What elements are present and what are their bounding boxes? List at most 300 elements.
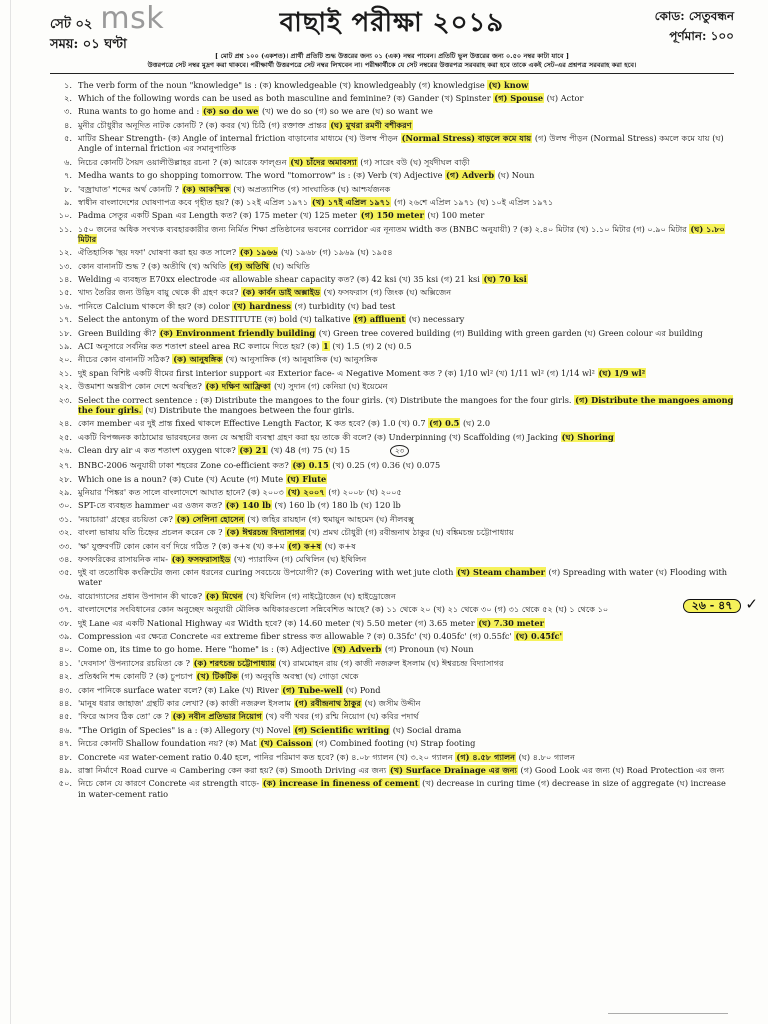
question-number: ৪৪.	[58, 698, 72, 708]
question-options-rest: (খ) আনুসাঙ্গিক (গ) আনুষাঙ্গিক (ঘ) আনুসঙ্গিক	[223, 354, 378, 365]
question-stem: দুই Lane এর একটি National Highway এর Width হবে? (ক) 14.60 meter (খ) 5.50 meter (গ) 3.65 meter	[78, 617, 478, 628]
question-text	[78, 514, 734, 524]
question-number: ৫০.	[58, 778, 72, 789]
question-number: ১৪.	[58, 274, 72, 285]
highlighted-answer: (গ) অতিথি	[229, 260, 269, 271]
highlighted-answer: (ক) আনুষঙ্গিক	[173, 354, 223, 365]
question-text	[78, 671, 734, 681]
question-stem: মুনিয়ার 'পিঙ্কর' কত সালে বাংলাদেশে আঘাত হানে? (ক) ২০০৩	[78, 486, 287, 497]
highlighted-answer: (Normal Stress) বাড়লে কমে যায়	[401, 133, 532, 144]
question-number: ২৪.	[58, 418, 72, 429]
highlighted-answer: (খ) ২০০৭	[287, 486, 325, 497]
question-stem: বাংলা ভাষায় যতি চিহ্নের প্রচলন করেন কে ?	[78, 527, 226, 538]
question-stem: 'বজ্রাঘাত' শব্দের অর্থ কোনটি ?	[78, 183, 182, 194]
question-number: ২২.	[58, 381, 72, 392]
question-options-rest: (খ) অপ্রত্যাশিত (গ) সাংঘাতিক (ঘ) আশ্চর্যজনক	[230, 183, 391, 194]
question-item	[50, 552, 734, 565]
instruction-line-1: [ মোট প্রশ্ন ১০০ (একশত)। প্রার্থী প্রতিটি শুদ্ধ উত্তরের জন্য ০১ (এক) নম্বর পাবেন। প্রতিটি ভুল উত্তরের জন্য ০.৫০ নম্বর কাটা যাবে ]	[215, 52, 569, 60]
question-stem: Concrete এর water-cement ratio 0.40 হলে, পানির পরিমাণ কত হবে? (ক) ৪.০৮ গ্যালন (খ) ৩.২০ গ্যালন	[78, 751, 456, 762]
question-stem: 'মানুষ ধরার জাহাজ' গ্রন্থটি কার লেখা? (ক) কাজী নজরুল ইসলাম	[78, 698, 294, 708]
question-stem: Clean dry air এ কত শতাংশ oxygen থাকে?	[78, 444, 239, 455]
header-right	[527, 6, 734, 46]
question-item	[50, 222, 734, 246]
question-item	[50, 380, 734, 393]
question-stem: কোন বানানটি শুদ্ধ ? (ক) অতীথি (খ) অথিতি	[78, 260, 229, 271]
question-number: ৪১.	[58, 657, 72, 668]
question-item	[50, 472, 734, 485]
question-number: ৮.	[64, 183, 72, 194]
question-options-rest: (ঘ) ক+ষ	[322, 540, 356, 551]
question-text	[78, 184, 734, 194]
question-number: ৩১.	[58, 513, 72, 524]
highlighted-answer: (ঘ) Shoring	[561, 431, 614, 442]
question-stem: ACI অনুসারে সর্বনিম্ন কত শতাংশ steel area RC কলামে দিতে হয়? (ক)	[78, 341, 323, 352]
question-number: ২১.	[58, 367, 72, 378]
highlighted-answer: (খ) Steam chamber	[457, 567, 545, 578]
highlighted-answer: (গ) affluent	[353, 314, 406, 325]
question-stem: 'নয়াচারা' গ্রন্থের রচয়িতা কে?	[78, 513, 176, 524]
question-stem: Padma সেতুর একটি Span এর Length কত? (ক) 175 meter (খ) 125 meter	[78, 210, 360, 221]
question-item	[50, 299, 734, 312]
question-text	[78, 711, 734, 721]
question-stem: দুই বা ততোধিক কংক্রিটের জন্য কোন ধরনের curing সবচেয়ে উপযোগী? (ক) Covering with wet jute cloth	[78, 567, 457, 578]
highlighted-answer: (ক) increase in fineness of cement	[262, 778, 419, 789]
highlighted-answer: (ঘ) know	[488, 79, 529, 90]
question-stem: SPT-তে ব্যবহৃত hammer এর ওজন কত?	[78, 500, 225, 511]
highlighted-answer: (ঘ) 70 ksi	[483, 274, 527, 285]
question-number: ৩০.	[58, 500, 72, 511]
question-item	[50, 132, 734, 156]
highlighted-answer: (গ) রবীন্দ্রনাথ ঠাকুর	[294, 698, 362, 708]
question-options-rest: (গ) Spreading with water (ঘ) Flooding with water	[78, 567, 728, 588]
question-item	[50, 272, 734, 285]
question-text	[78, 224, 734, 244]
question-stem: ফসফরিকের রাসায়নিক নাম-	[78, 553, 171, 564]
highlighted-answer: (ক) 21	[239, 444, 268, 455]
highlighted-answer: (ক) মিথেন	[205, 590, 243, 601]
question-text	[78, 487, 734, 497]
question-item	[50, 393, 734, 417]
time-label: সময়: ০১ ঘণ্টা	[50, 37, 127, 52]
question-stem: 'ফিরে আসব ঠিক তো' কে ?	[78, 711, 172, 722]
question-item	[50, 526, 734, 539]
question-number: ৩৫.	[58, 567, 72, 578]
question-text	[78, 106, 734, 116]
question-number: ৪৯.	[58, 764, 72, 775]
question-number: ৩৪.	[58, 553, 72, 564]
question-item	[50, 91, 734, 104]
question-number: ২৫.	[58, 431, 72, 442]
question-stem: Medha wants to go shopping tomorrow. The word "tomorrow" is : (ক) Verb (খ) Adjective	[78, 170, 446, 181]
question-options-rest: (ঘ) ৪.৮০ গ্যালন	[516, 751, 575, 762]
question-text	[78, 328, 734, 338]
question-item	[50, 169, 734, 182]
question-text	[78, 395, 734, 415]
question-item	[50, 737, 734, 750]
code-label: কোড: সেতুবন্ধন	[654, 9, 734, 23]
question-item	[50, 629, 734, 642]
question-options-rest: (গ) ২০০৮ (ঘ) ২০০৫	[325, 486, 402, 497]
question-number: ৪৫.	[58, 711, 72, 722]
question-item	[50, 512, 734, 525]
question-text	[78, 157, 734, 167]
question-text	[78, 210, 734, 220]
question-options-rest: (খ) প্রমথ চৌধুরী (গ) রবীন্দ্রনাথ ঠাকুর (ঘ) বঙ্কিমচন্দ্র চট্টোপাধ্যায়	[305, 527, 514, 538]
instruction-line-2: উত্তরপত্রে সেট নম্বর মুদ্রণ করা থাকবে। পরীক্ষার্থী উত্তরপত্রে সেট নম্বর লিখবেন না। পরীক্ষার্থীকে যে সেট নম্বরের উত্তরপত্র সরবরাহ করা হবে তাকে একই সেট-এর প্রশ্নপত্র সরবরাহ করা হবে।	[147, 61, 637, 69]
highlighted-answer: (খ) hardness	[233, 300, 291, 311]
question-number: ৪০.	[58, 644, 72, 655]
annotation-range: ২৬ - ৪৭	[683, 599, 742, 613]
question-stem: "The Origin of Species" is a : (ক) Allegory (খ) Novel	[78, 724, 294, 735]
question-text	[78, 618, 734, 628]
question-item	[50, 499, 734, 512]
question-options-rest: (খ) decrease in curing time (গ) decrease in size of aggregate (ঘ) increase in water-cement ratio	[78, 778, 726, 799]
question-item	[50, 105, 734, 118]
question-item	[50, 182, 734, 195]
question-text	[78, 93, 734, 103]
question-number: ২৩.	[58, 394, 72, 405]
question-stem: কোন member এর দুই প্রান্ত fixed থাকলে Effective Length Factor, K কত হবে? (ক) 1.0 (খ) 0.7	[78, 418, 429, 429]
highlighted-answer: (খ) Caisson	[260, 738, 312, 749]
question-number: ৩৮.	[58, 617, 72, 628]
set-label: সেট ০২	[50, 17, 93, 32]
question-number: ৪৩.	[58, 684, 72, 695]
question-number: ১৬.	[58, 300, 72, 311]
question-number: ৬.	[64, 156, 72, 167]
question-options-rest: (ঘ) জসীম উদ্দীন	[362, 698, 421, 708]
question-options-rest: (গ) Good Look এর জন্য (ঘ) Road Protection এর জন্য	[517, 764, 725, 775]
question-number: ৪৬.	[58, 724, 72, 735]
question-item	[50, 459, 734, 472]
question-item	[50, 750, 734, 763]
question-stem: মাটির Shear Strength- (ক) Angle of internal friction বাড়ানোর মাধ্যমে (খ) উলম্ব পীড়ন	[78, 133, 401, 144]
question-text	[78, 381, 734, 391]
highlighted-answer: (গ) Adverb	[446, 170, 495, 181]
question-options-rest: (গ) Combined footing (ঘ) Strap footing	[312, 738, 476, 749]
question-text	[78, 474, 734, 484]
question-text	[78, 604, 734, 614]
question-item	[50, 696, 734, 709]
header-left	[50, 1, 257, 55]
question-stem: নিচের কোনটি Shallow foundation নয়? (ক) Mat	[78, 738, 260, 749]
question-stem: Green Building কী?	[78, 327, 159, 338]
question-options-rest: (খ) Green tree covered building (গ) Building with green garden (ঘ) Green colour এর building	[316, 327, 703, 338]
question-list	[50, 78, 758, 800]
question-item	[50, 286, 734, 299]
question-stem: নিচের কোনটি সৈয়দ ওয়ালীউল্লাহর রচনা ? (ক) আরেক ফাল্গুন	[78, 156, 290, 167]
question-stem: Select the antonym of the word DESTITUTE (ক) bold (খ) talkative	[78, 314, 353, 325]
question-number: ১৫.	[58, 287, 72, 298]
question-item	[50, 566, 734, 590]
question-text	[78, 287, 734, 297]
question-stem: মুনীর চৌধুরীর অনূদিত নাটক কোনটি ? (ক) কবর (খ) চিঠি (গ) রক্তাক্ত প্রান্তর	[78, 119, 330, 130]
question-number: ৫.	[64, 133, 72, 144]
highlighted-answer: (ক) Environment friendly building	[159, 327, 316, 338]
question-stem: স্বাধীন বাংলাদেশের ঘোষণাপত্র কবে গৃহীত হয়? (ক) ১২ই এপ্রিল ১৯৭১	[78, 196, 311, 207]
question-text	[78, 261, 734, 271]
question-number: ১৯.	[58, 341, 72, 352]
question-number: ১৮.	[58, 327, 72, 338]
question-stem: নিচে কোন যে কারণে Concrete এর strength বাড়ে-	[78, 778, 262, 789]
question-number: ৭.	[64, 170, 72, 181]
question-options-rest: (খ) 1.5 (গ) 2 (ঘ) 0.5	[329, 341, 412, 352]
question-number: ২৬.	[58, 444, 72, 455]
highlighted-answer: (গ) Tube-well	[282, 684, 343, 695]
question-number: ২০.	[58, 354, 72, 365]
question-options-rest: (ঘ) Noun	[495, 170, 535, 181]
highlighted-answer: (গ) ক+ষ	[287, 540, 322, 551]
question-options-rest: (খ) 0.25 (গ) 0.36 (ঘ) 0.075	[329, 460, 441, 471]
watermark-text: msk	[100, 1, 165, 36]
question-stem: Runa wants to go home and :	[78, 106, 202, 117]
question-stem: একটি বিপজ্জনক কাঠামোর ভারবহনের জন্য যে অস্থায়ী ব্যবস্থা গ্রহণ করা হয় তাকে কী বলে? (ক) Underpinning (খ) Scaffolding (গ) Jacking	[78, 431, 561, 442]
question-text	[78, 368, 734, 378]
highlighted-answer: (ক) ১৯৬৬	[239, 247, 278, 258]
question-text	[78, 445, 734, 457]
highlighted-answer: (গ) ৪.৫৮ গ্যালন	[456, 751, 516, 762]
question-stem: 'দেবদাস' উপন্যাসের রচয়িতা কে ?	[78, 657, 193, 668]
highlighted-answer: (ঘ) ১.৮০ মিটার	[78, 223, 725, 244]
question-stem: ১৫০ জনের অধিক সংখ্যক ব্যবহারকারীর জন্য নির্মিত শিক্ষা প্রতিষ্ঠানের ভবনের corridor এর নূন্যতম width কত (BNBC অনুযায়ী) ? (ক) ২.৪০ মিটার (খ) ১.১০ মিটার (গ) ০.৯০ মিটার	[78, 223, 690, 234]
question-text	[78, 685, 734, 695]
question-item	[50, 259, 734, 272]
question-item	[50, 209, 734, 222]
highlighted-answer: (ক) so do we	[202, 106, 259, 117]
question-text	[78, 752, 734, 762]
highlighted-answer: (ঘ) 1/9 wl²	[598, 367, 646, 378]
question-text	[78, 644, 734, 654]
highlighted-answer: (ক) ফসফরাসাইড	[171, 553, 231, 564]
question-options-rest: (ঘ) Actor	[544, 92, 584, 103]
question-options-rest: (খ) we do so (গ) so we are (ঘ) so want we	[259, 106, 433, 117]
question-stem: নীচের কোন বানানটি সঠিক?	[78, 354, 173, 365]
highlighted-answer: (ক) 140 lb	[225, 500, 271, 511]
highlighted-answer: (খ) টিকটিক	[196, 671, 238, 682]
question-number: ২৮.	[58, 473, 72, 484]
question-options-rest: (গ) উলম্ব পীড়ন (Normal Stress) কমলে কমে যায় (ঘ) Angle of internal friction এর সমানুপাতিক	[78, 133, 724, 154]
question-item	[50, 430, 734, 443]
question-item	[50, 326, 734, 339]
question-text	[78, 314, 734, 324]
question-text	[78, 527, 734, 537]
highlighted-answer: 1	[323, 341, 329, 352]
question-text	[78, 541, 734, 551]
question-options-rest: (ঘ) Distribute the mangoes between the four girls.	[142, 404, 355, 415]
question-options-rest: (খ) প্যারাফিন (গ) মেথিলিন (ঘ) ইথিলিন	[231, 553, 367, 564]
question-item	[50, 443, 734, 458]
question-text	[78, 591, 734, 601]
question-stem: 'ক্ষ' যুক্তবর্ণটি কোন কোন বর্ণ দিয়ে গঠিত ? (ক) ক+ষ (খ) ক+ম	[78, 540, 287, 551]
question-item	[50, 670, 734, 683]
question-item	[50, 656, 734, 669]
highlighted-answer: (গ) 150 meter	[360, 210, 424, 221]
question-options-rest: (গ) Pronoun (ঘ) Noun	[382, 644, 474, 655]
question-options-rest: (ঘ) Social drama	[390, 724, 462, 735]
question-text	[78, 301, 734, 311]
question-number: ১৭.	[58, 314, 72, 325]
question-options-rest: (ঘ) 100 meter	[424, 210, 485, 221]
question-item	[50, 539, 734, 552]
highlighted-answer: (খ) Adverb	[333, 644, 382, 655]
question-text	[78, 500, 734, 510]
question-item	[50, 643, 734, 656]
question-options-rest: (ঘ) 2.0	[460, 418, 491, 429]
question-text	[78, 554, 734, 564]
question-number: ৩৩.	[58, 540, 72, 551]
question-stem: পানিতে Calcium থাকলে কী হয়? (ক) color	[78, 300, 233, 311]
question-stem: The verb form of the noun "knowledge" is : (ক) knowledgeable (খ) knowledgeably (গ) knowledgise	[78, 79, 488, 90]
question-options-rest: (খ) সুদান (গ) কেনিয়া (ঘ) ইয়েমেন	[271, 381, 388, 392]
question-stem: খাদ্য তৈরির জন্য উদ্ভিদ বায়ু থেকে কী গ্রহণ করে?	[78, 287, 242, 298]
question-text	[78, 631, 734, 641]
question-stem: বায়োগ্যাসের প্রধান উপাদান কী থাকে?	[78, 590, 205, 601]
highlighted-answer: (গ) 0.5	[429, 418, 460, 429]
question-item	[50, 417, 734, 430]
question-item	[50, 155, 734, 168]
highlighted-answer: (ক) দক্ষিণ আফ্রিকা	[205, 381, 271, 392]
question-item	[50, 710, 734, 723]
question-options-rest: (খ) 48 (গ) 75 (ঘ) 15	[268, 444, 350, 455]
question-number: ৩.	[64, 106, 72, 117]
question-item	[50, 195, 734, 208]
highlighted-answer: (ক) শরৎচন্দ্র চট্টোপাধ্যায়	[193, 657, 275, 668]
question-text	[78, 658, 734, 668]
question-options-rest: (খ) রামমোহন রায় (গ) কাজী নজরুল ইসলাম (ঘ) ঈশ্বরচন্দ্র বিদ্যাসাগর	[275, 657, 504, 668]
question-text	[78, 778, 734, 798]
check-icon: ✓	[745, 594, 758, 613]
instructions	[50, 52, 734, 74]
question-text	[78, 341, 734, 351]
question-options-rest: (খ) 160 lb (গ) 180 lb (ঘ) 120 lb	[271, 500, 401, 511]
question-stem: কোন পানিকে surface water বলে? (ক) Lake (খ) River	[78, 684, 282, 695]
question-item	[50, 78, 734, 91]
question-item	[50, 723, 734, 736]
question-stem: প্রতিধ্বনি শব্দ কোনটি ? (ক) চুপচাপ	[78, 671, 196, 682]
highlighted-answer: (গ) Spouse	[494, 92, 544, 103]
question-text	[78, 725, 734, 735]
footer-smudge	[608, 1013, 728, 1020]
question-options-rest: (খ) বর্ণী খবর (গ) রশ্মি নিয়োগ (ঘ) কবির পদার্থ	[262, 711, 419, 722]
question-number: ২.	[64, 92, 72, 103]
question-number: ৪৭.	[58, 738, 72, 749]
question-stem: Compression এর ক্ষেত্রে Concrete এর extreme fiber stress কত allowable ? (ক) 0.35fc' (খ) 0.405fc' (গ) 0.55fc'	[78, 631, 515, 642]
highlighted-answer: (খ) ১৭ই এপ্রিল ১৯৭১	[311, 196, 391, 207]
question-stem: দুই span বিশিষ্ট একটি বীমের first interior support এর Exterior face- এ Negative Moment কত ? (ক) 1/10 wl² (খ) 1/11 wl² (গ) 1/14 wl²	[78, 367, 598, 378]
question-item	[50, 118, 734, 131]
question-item	[50, 683, 734, 696]
question-options-rest: (ঘ) অথিতি	[269, 260, 310, 271]
question-text	[78, 274, 734, 284]
question-number: ১.	[64, 79, 72, 90]
highlighted-answer: (ঘ) Flute	[286, 473, 327, 484]
question-options-rest: (খ) ১৯৬৮ (গ) ১৯৬৯ (ঘ) ১৯৫৪	[278, 247, 393, 258]
question-stem: Select the correct sentence : (ক) Distribute the mangoes to the four girls. (খ) Distribute the mangoes for the four girls.	[78, 394, 575, 405]
question-item	[50, 353, 734, 366]
highlighted-answer: (ক) ঈশ্বরচন্দ্র বিদ্যাসাগর	[226, 527, 305, 538]
question-stem: Come on, its time to go home. Here "home" is : (ক) Adjective	[78, 644, 333, 655]
question-item	[50, 777, 734, 801]
handwritten-annotation	[683, 594, 758, 613]
question-number: ১০.	[58, 210, 72, 221]
question-number: ১২.	[58, 247, 72, 258]
question-item	[50, 339, 734, 352]
question-stem: রাস্তা নির্মাণে Road curve এ Cambering কেন করা হয়? (ক) Smooth Driving এর জন্য	[78, 764, 389, 775]
question-stem: বাংলাদেশের সংবিধানের কোন অনুচ্ছেদ অনুযায়ী মৌলিক অধিকারগুলো সন্নিবেশিত আছে? (ক) ১১ থেকে ২০ (খ) ২১ থেকে ৩০ (গ) ৩১ থেকে ৫২ (ঘ) ১ থেকে ১০	[78, 604, 609, 615]
question-stem: Welding এ ব্যবহৃত E70xx electrode এর allowable shear capacity কত? (ক) 42 ksi (খ) 35 ksi (গ) 21 ksi	[78, 274, 483, 285]
question-number: ৯.	[64, 196, 72, 207]
marks-label: পূর্ণমান: ১০০	[669, 29, 734, 43]
question-item	[50, 485, 734, 498]
question-text	[78, 698, 734, 708]
question-text	[78, 738, 734, 748]
question-text	[78, 418, 734, 428]
question-options-rest: (খ) জহির রায়হান (গ) হুমায়ুন আহমেদ (ঘ) নীলবক্সু	[244, 513, 414, 524]
question-stem: BNBC-2006 অনুযায়ী ঢাকা শহরের Zone co-efficient কত?	[78, 460, 292, 471]
question-options-rest: (ঘ) necessary	[406, 314, 465, 325]
question-options-rest: (খ) ফসফরাস (গ) জিংক (ঘ) অক্সিজেন	[321, 287, 452, 298]
question-text	[78, 133, 734, 153]
question-number: ২৭.	[58, 460, 72, 471]
question-options-rest: (গ) ২৬শে এপ্রিল ১৯৭১ (ঘ) ১০ই এপ্রিল ১৯৭১	[391, 196, 554, 207]
question-number: ৩২.	[58, 527, 72, 538]
question-stem: Which one is a noun? (ক) Cute (খ) Acute (গ) Mute	[78, 473, 286, 484]
question-item	[50, 366, 734, 379]
question-number: ৪২.	[58, 671, 72, 682]
question-item	[50, 763, 734, 776]
question-number: ১১.	[58, 223, 72, 234]
highlighted-answer: (খ) চাঁদের অমাবস্যা	[290, 156, 357, 167]
question-text	[78, 567, 734, 587]
question-text	[78, 765, 734, 775]
highlighted-answer: (ঘ) 7.30 meter	[478, 617, 544, 628]
question-text	[78, 80, 734, 90]
question-item	[50, 589, 734, 602]
highlighted-answer: (ঘ) 0.45fc'	[515, 631, 562, 642]
question-stem: Which of the following words can be used as both masculine and feminine? (ক) Gander (খ) Spinster	[78, 92, 494, 103]
question-options-rest: (খ) ইথিলিন (গ) নাইট্রোজেন (ঘ) হাইড্রোজেন	[243, 590, 396, 601]
question-number: ৩৭.	[58, 604, 72, 615]
highlighted-answer: (গ) Distribute the mangoes among the four girls.	[78, 394, 734, 415]
highlighted-answer: (ঘ) মুখরা রমণী বশীকরণ	[330, 119, 412, 130]
highlighted-answer: (ক) সেলিনা হোসেন	[176, 513, 244, 524]
highlighted-answer: (গ) Scientific writing	[294, 724, 390, 735]
question-number: ৪.	[64, 119, 72, 130]
question-item	[50, 616, 734, 629]
question-stem: ঐতিহাসিক 'ছয় দফা' ঘোষণা করা হয় কত সালে?	[78, 247, 239, 258]
question-text	[78, 197, 734, 207]
question-options-rest: (গ) সারেং বউ (ঘ) সূর্যদীঘল বাড়ী	[357, 156, 470, 167]
question-text	[78, 460, 734, 470]
question-text	[78, 247, 734, 257]
question-item	[50, 246, 734, 259]
question-number: ৪৮.	[58, 751, 72, 762]
question-text	[78, 120, 734, 130]
question-options-rest: (গ) অনুবৃত্তি অবস্থা (ঘ) গোড়া থেকে	[238, 671, 359, 682]
question-text	[78, 432, 734, 442]
question-text	[78, 170, 734, 180]
question-text	[78, 354, 734, 364]
question-number: ২৯.	[58, 486, 72, 497]
question-stem: উত্তমাশা অন্তরীপ কোন দেশে অবস্থিত?	[78, 381, 205, 392]
exam-title: বাছাই পরীক্ষা ২০১৯	[279, 8, 505, 38]
question-number: ১৩.	[58, 260, 72, 271]
question-options-rest: (ঘ) Pond	[343, 684, 381, 695]
highlighted-answer: (ক) আকস্মিক	[182, 183, 230, 194]
exam-header	[50, 1, 734, 52]
question-options-rest: (গ) turbidity (ঘ) bad test	[291, 300, 396, 311]
highlighted-answer: (ক) 0.15	[292, 460, 329, 471]
highlighted-answer: (ক) নবীন প্রতিভার নিয়োগ	[172, 711, 262, 722]
